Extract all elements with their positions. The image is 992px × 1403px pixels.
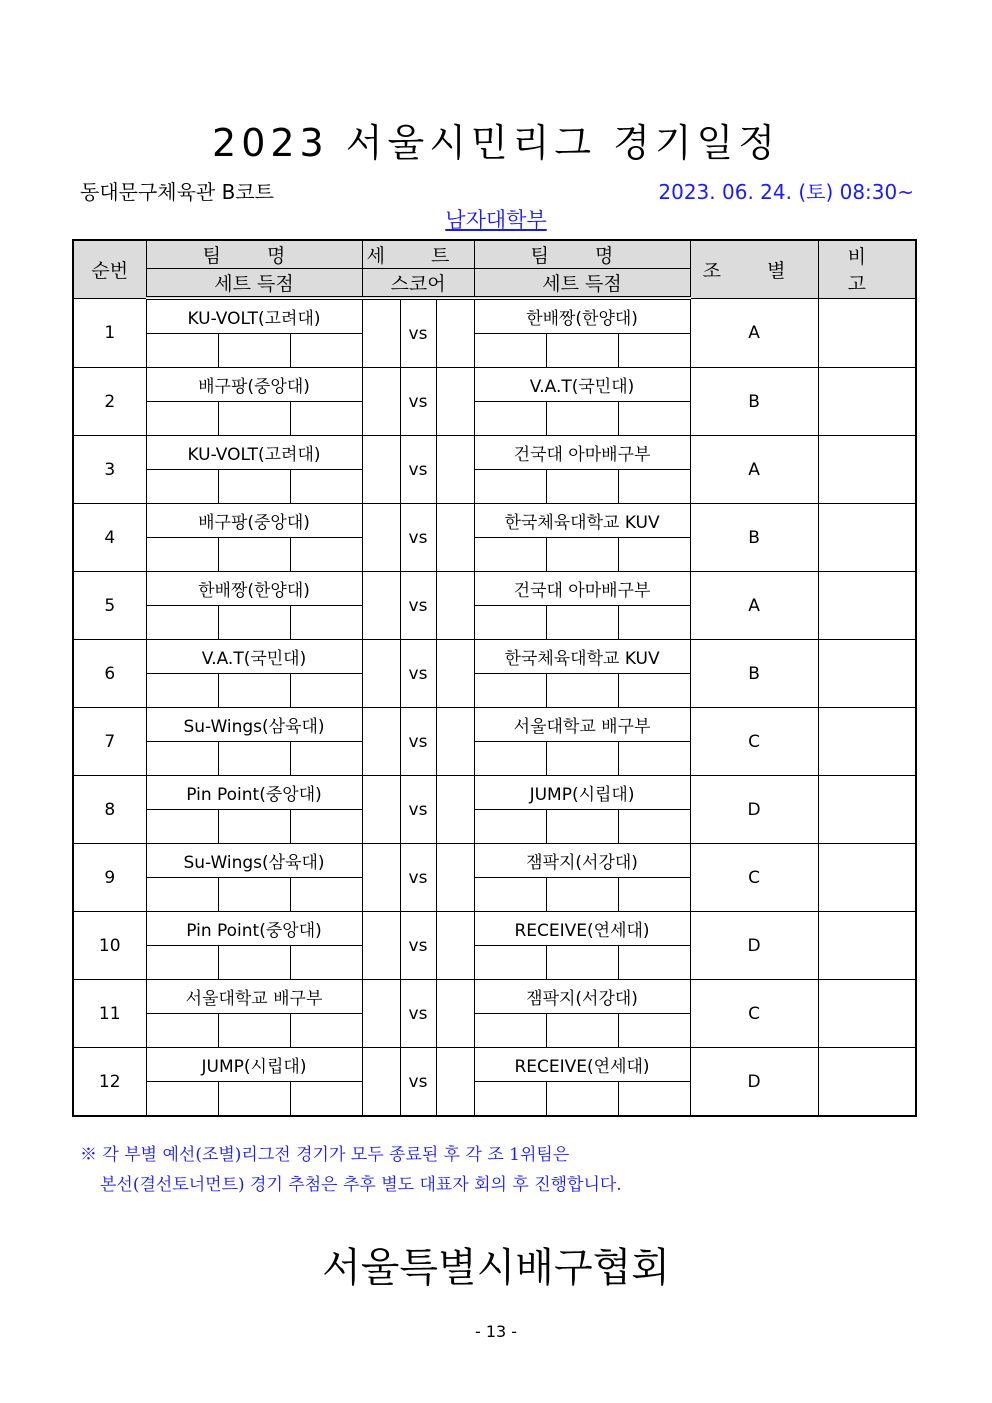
home-set-point-cell [218, 742, 290, 776]
vs-label: vs [400, 980, 436, 1048]
match-row [73, 298, 916, 334]
date-label: 2023. 06. 24. (토) 08:30~ [658, 180, 914, 204]
page-number: - 13 - [474, 1322, 518, 1341]
away-team-name: RECEIVE(연세대) [474, 1048, 690, 1082]
organizer-name: 서울특별시배구협회 [322, 1245, 670, 1291]
header-row [73, 240, 916, 269]
match-list [73, 298, 916, 1116]
away-set-score-cell [436, 640, 474, 708]
home-set-point-cell [146, 1082, 218, 1117]
home-set-point-cell [290, 334, 362, 368]
home-team-name: 서울대학교 배구부 [146, 980, 362, 1014]
home-team-name: Pin Point(중앙대) [146, 776, 362, 810]
match-number: 1 [73, 298, 146, 368]
away-set-point-cell [474, 742, 546, 776]
home-set-score-cell [362, 640, 400, 708]
away-set-point-cell [546, 674, 618, 708]
away-set-point-cell [474, 538, 546, 572]
away-team-name: RECEIVE(연세대) [474, 912, 690, 946]
match-number: 3 [73, 436, 146, 504]
away-set-point-cell [546, 946, 618, 980]
match-group: B [690, 504, 818, 572]
away-set-point-cell [618, 1082, 690, 1117]
away-set-point-cell [546, 810, 618, 844]
away-set-point-cell [474, 402, 546, 436]
away-team-name: 건국대 아마배구부 [474, 436, 690, 470]
page-title: 2023 서울시민리그 경기일정 [212, 121, 780, 165]
match-group: D [690, 912, 818, 980]
header-note: 비 고 [818, 240, 916, 298]
home-set-point-cell [146, 470, 218, 504]
match-number: 5 [73, 572, 146, 640]
away-set-point-cell [618, 742, 690, 776]
match-note [818, 640, 916, 708]
away-set-point-cell [474, 946, 546, 980]
match-group: D [690, 776, 818, 844]
away-set-point-cell [474, 606, 546, 640]
home-team-name: Su-Wings(삼육대) [146, 708, 362, 742]
vs-label: vs [400, 844, 436, 912]
away-set-point-cell [546, 1082, 618, 1117]
away-set-score-cell [436, 436, 474, 504]
away-set-point-cell [474, 1014, 546, 1048]
home-team-name: KU-VOLT(고려대) [146, 298, 362, 334]
match-row [73, 708, 916, 742]
match-group: B [690, 640, 818, 708]
vs-label: vs [400, 572, 436, 640]
away-team-name: 서울대학교 배구부 [474, 708, 690, 742]
match-row [73, 776, 916, 810]
away-set-score-cell [436, 504, 474, 572]
home-set-point-cell [146, 810, 218, 844]
away-set-point-cell [618, 878, 690, 912]
home-set-point-cell [146, 946, 218, 980]
home-team-name: 한배짱(한양대) [146, 572, 362, 606]
home-set-point-cell [218, 470, 290, 504]
notice-line: 본선(결선토너먼트) 경기 추첨은 추후 별도 대표자 회의 후 진행합니다. [100, 1175, 622, 1195]
match-number: 12 [73, 1048, 146, 1117]
vs-label: vs [400, 1048, 436, 1117]
home-team-name: Pin Point(중앙대) [146, 912, 362, 946]
away-set-point-cell [618, 334, 690, 368]
home-set-point-cell [218, 674, 290, 708]
header-away-team: 팀 명 [474, 240, 690, 269]
match-group: C [690, 708, 818, 776]
away-set-score-cell [436, 1048, 474, 1117]
home-set-point-cell [290, 402, 362, 436]
away-set-score-cell [436, 980, 474, 1048]
away-set-score-cell [436, 368, 474, 436]
match-row [73, 572, 916, 606]
home-set-point-cell [146, 334, 218, 368]
match-row [73, 436, 916, 470]
match-number: 11 [73, 980, 146, 1048]
home-set-point-cell [218, 1082, 290, 1117]
away-team-name: 잼팍지(서강대) [474, 844, 690, 878]
home-team-name: Su-Wings(삼육대) [146, 844, 362, 878]
home-team-name: 배구팡(중앙대) [146, 368, 362, 402]
away-set-score-cell [436, 708, 474, 776]
away-set-point-cell [618, 538, 690, 572]
match-row [73, 640, 916, 674]
match-row [73, 912, 916, 946]
match-number: 8 [73, 776, 146, 844]
match-group: A [690, 572, 818, 640]
match-note [818, 368, 916, 436]
match-note [818, 298, 916, 368]
vs-label: vs [400, 912, 436, 980]
home-set-point-cell [290, 674, 362, 708]
home-set-point-cell [290, 878, 362, 912]
home-set-score-cell [362, 1048, 400, 1117]
home-set-score-cell [362, 298, 400, 368]
notice-line: ※ 각 부별 예선(조별)리그전 경기가 모두 종료된 후 각 조 1위팀은 [80, 1145, 570, 1165]
header-group: 조 별 [690, 240, 818, 298]
home-set-point-cell [290, 946, 362, 980]
header-set: 세 트 [362, 240, 474, 269]
home-set-point-cell [146, 402, 218, 436]
home-set-point-cell [290, 1014, 362, 1048]
match-note [818, 912, 916, 980]
match-number: 7 [73, 708, 146, 776]
away-set-point-cell [474, 1082, 546, 1117]
home-set-point-cell [218, 334, 290, 368]
home-set-score-cell [362, 708, 400, 776]
home-team-name: 배구팡(중앙대) [146, 504, 362, 538]
away-set-point-cell [618, 1014, 690, 1048]
home-set-point-cell [146, 538, 218, 572]
away-set-point-cell [618, 946, 690, 980]
away-set-point-cell [618, 606, 690, 640]
home-set-point-cell [218, 946, 290, 980]
away-set-point-cell [546, 606, 618, 640]
home-set-point-cell [218, 878, 290, 912]
away-team-name: 한배짱(한양대) [474, 298, 690, 334]
home-team-name: JUMP(시립대) [146, 1048, 362, 1082]
away-set-point-cell [546, 878, 618, 912]
vs-label: vs [400, 708, 436, 776]
match-row [73, 844, 916, 878]
match-note [818, 708, 916, 776]
home-set-score-cell [362, 776, 400, 844]
venue-label: 동대문구체육관 B코트 [80, 180, 274, 204]
away-set-point-cell [546, 402, 618, 436]
away-set-point-cell [474, 334, 546, 368]
away-team-name: 한국체육대학교 KUV [474, 640, 690, 674]
match-row [73, 504, 916, 538]
home-set-point-cell [218, 402, 290, 436]
home-set-point-cell [290, 810, 362, 844]
match-note [818, 436, 916, 504]
vs-label: vs [400, 298, 436, 368]
away-set-score-cell [436, 912, 474, 980]
match-note [818, 1048, 916, 1117]
match-note [818, 844, 916, 912]
away-set-point-cell [546, 1014, 618, 1048]
away-set-score-cell [436, 572, 474, 640]
away-set-point-cell [618, 470, 690, 504]
header-home-team: 팀 명 [146, 240, 362, 269]
home-set-point-cell [290, 606, 362, 640]
match-group: B [690, 368, 818, 436]
division-label: 남자대학부 [445, 208, 547, 232]
match-group: A [690, 436, 818, 504]
header-score: 스코어 [362, 269, 474, 299]
vs-label: vs [400, 368, 436, 436]
match-row [73, 1048, 916, 1082]
home-set-score-cell [362, 504, 400, 572]
match-row [73, 980, 916, 1014]
away-set-point-cell [618, 402, 690, 436]
home-set-score-cell [362, 368, 400, 436]
vs-label: vs [400, 640, 436, 708]
away-set-point-cell [546, 470, 618, 504]
away-set-point-cell [474, 674, 546, 708]
away-set-point-cell [474, 810, 546, 844]
home-set-point-cell [146, 674, 218, 708]
home-set-point-cell [290, 470, 362, 504]
home-set-point-cell [290, 742, 362, 776]
home-set-point-cell [146, 742, 218, 776]
away-team-name: V.A.T(국민대) [474, 368, 690, 402]
home-set-score-cell [362, 912, 400, 980]
home-set-point-cell [146, 878, 218, 912]
home-set-score-cell [362, 980, 400, 1048]
match-number: 9 [73, 844, 146, 912]
away-set-score-cell [436, 776, 474, 844]
home-set-point-cell [146, 1014, 218, 1048]
away-set-point-cell [618, 674, 690, 708]
home-set-point-cell [218, 810, 290, 844]
match-number: 6 [73, 640, 146, 708]
home-set-score-cell [362, 572, 400, 640]
away-set-point-cell [546, 742, 618, 776]
header-order: 순번 [73, 240, 146, 298]
home-set-point-cell [290, 538, 362, 572]
home-team-name: KU-VOLT(고려대) [146, 436, 362, 470]
home-set-score-cell [362, 844, 400, 912]
match-group: C [690, 980, 818, 1048]
away-team-name: 한국체육대학교 KUV [474, 504, 690, 538]
vs-label: vs [400, 504, 436, 572]
away-team-name: 잼팍지(서강대) [474, 980, 690, 1014]
home-set-point-cell [218, 1014, 290, 1048]
home-team-name: V.A.T(국민대) [146, 640, 362, 674]
match-note [818, 980, 916, 1048]
match-note [818, 572, 916, 640]
away-set-score-cell [436, 298, 474, 368]
home-set-point-cell [290, 1082, 362, 1117]
away-set-point-cell [474, 878, 546, 912]
away-set-score-cell [436, 844, 474, 912]
notice [80, 1140, 622, 1200]
home-set-point-cell [146, 606, 218, 640]
match-note [818, 504, 916, 572]
vs-label: vs [400, 436, 436, 504]
away-set-point-cell [618, 810, 690, 844]
vs-label: vs [400, 776, 436, 844]
match-number: 4 [73, 504, 146, 572]
home-set-score-cell [362, 436, 400, 504]
away-set-point-cell [546, 334, 618, 368]
home-set-point-cell [218, 538, 290, 572]
match-note [818, 776, 916, 844]
match-row [73, 368, 916, 402]
header-away-set-points: 세트 득점 [474, 269, 690, 299]
away-team-name: 건국대 아마배구부 [474, 572, 690, 606]
match-group: A [690, 298, 818, 368]
schedule-table [72, 239, 917, 1117]
home-set-point-cell [218, 606, 290, 640]
away-set-point-cell [474, 470, 546, 504]
away-set-point-cell [546, 538, 618, 572]
header-home-set-points: 세트 득점 [146, 269, 362, 299]
away-team-name: JUMP(시립대) [474, 776, 690, 810]
match-group: C [690, 844, 818, 912]
match-number: 2 [73, 368, 146, 436]
match-group: D [690, 1048, 818, 1117]
match-number: 10 [73, 912, 146, 980]
